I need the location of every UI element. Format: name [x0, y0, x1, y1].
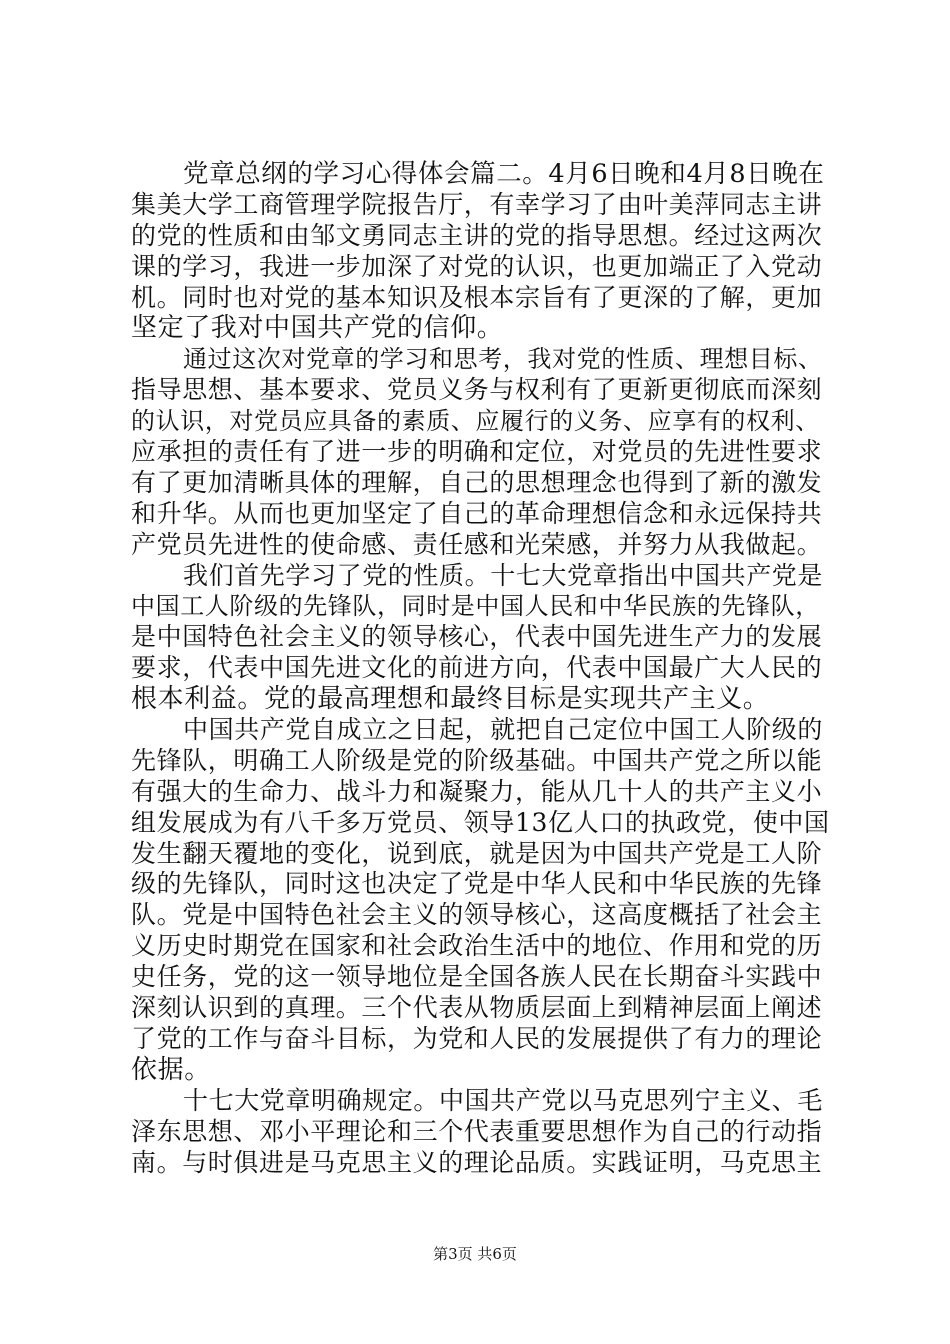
page-footer: 第3页 共6页 — [433, 1245, 517, 1263]
text-line: 史任务，党的这一领导地位是全国各族人民在长期奋斗实践中 — [131, 962, 823, 992]
text-line: 级的先锋队，同时这也决定了党是中华人民和中华民族的先锋 — [131, 869, 823, 899]
paragraph — [131, 344, 831, 560]
body-text — [131, 159, 831, 1178]
text-line: 党章总纲的学习心得体会篇二。4月6日晚和4月8日晚在 — [183, 159, 825, 189]
text-line: 中国共产党自成立之日起，就把自己定位中国工人阶级的 — [183, 715, 824, 745]
text-line: 坚定了我对中国共产党的信仰。 — [131, 313, 504, 344]
text-line: 指导思想、基本要求、党员义务与权利有了更新更彻底而深刻 — [131, 375, 823, 405]
paragraph — [131, 159, 831, 344]
text-line: 通过这次对党章的学习和思考，我对党的性质、理想目标、 — [183, 345, 823, 374]
text-line: 我们首先学习了党的性质。十七大党章指出中国共产党是 — [183, 560, 824, 590]
text-line: 课的学习，我进一步加深了对党的认识，也更加端正了入党动 — [131, 251, 823, 281]
text-line: 和升华。从而也更加坚定了自己的革命理想信念和永远保持共 — [131, 498, 823, 528]
text-line: 发生翻天覆地的变化，说到底，就是因为中国共产党是工人阶 — [131, 838, 823, 868]
text-line: 义历史时期党在国家和社会政治生活中的地位、作用和党的历 — [131, 931, 823, 961]
text-line: 依据。 — [131, 1054, 211, 1085]
text-line: 根本利益。党的最高理想和最终目标是实现共产主义。 — [131, 684, 770, 715]
text-line: 先锋队，明确工人阶级是党的阶级基础。中国共产党之所以能 — [131, 745, 823, 775]
text-line: 集美大学工商管理学院报告厅，有幸学习了由叶美萍同志主讲 — [131, 189, 823, 219]
text-line: 有强大的生命力、战斗力和凝聚力，能从几十人的共产主义小 — [131, 776, 823, 806]
text-line: 南。与时俱进是马克思主义的理论品质。实践证明，马克思主 — [131, 1147, 823, 1177]
text-line: 了党的工作与奋斗目标，为党和人民的发展提供了有力的理论 — [131, 1023, 823, 1053]
text-line: 机。同时也对党的基本知识及根本宗旨有了更深的了解，更加 — [131, 282, 823, 312]
text-line: 要求，代表中国先进文化的前进方向，代表中国最广大人民的 — [131, 653, 823, 683]
text-line: 中国工人阶级的先锋队，同时是中国人民和中华民族的先锋队， — [131, 592, 820, 621]
text-line: 应承担的责任有了进一步的明确和定位，对党员的先进性要求 — [131, 437, 823, 467]
text-line: 组发展成为有八千多万党员、领导13亿人口的执政党，使中国 — [131, 807, 830, 837]
paragraph — [131, 1086, 831, 1179]
text-line: 是中国特色社会主义的领导核心，代表中国先进生产力的发展 — [131, 622, 823, 652]
text-line: 队。党是中国特色社会主义的领导核心，这高度概括了社会主 — [131, 900, 823, 930]
paragraph — [131, 715, 831, 1086]
text-line: 的认识，对党员应具备的素质、应履行的义务、应享有的权利、 — [131, 407, 820, 436]
text-line: 产党员先进性的使命感、责任感和光荣感，并努力从我做起。 — [131, 529, 823, 559]
text-line: 泽东思想、邓小平理论和三个代表重要思想作为自己的行动指 — [131, 1116, 823, 1146]
paragraph — [131, 561, 831, 715]
text-line: 深刻认识到的真理。三个代表从物质层面上到精神层面上阐述 — [131, 993, 823, 1023]
text-line: 十七大党章明确规定。中国共产党以马克思列宁主义、毛 — [183, 1085, 824, 1115]
text-line: 有了更加清晰具体的理解，自己的思想理念也得到了新的激发 — [131, 467, 823, 497]
text-line: 的党的性质和由邹文勇同志主讲的党的指导思想。经过这两次 — [131, 220, 823, 250]
